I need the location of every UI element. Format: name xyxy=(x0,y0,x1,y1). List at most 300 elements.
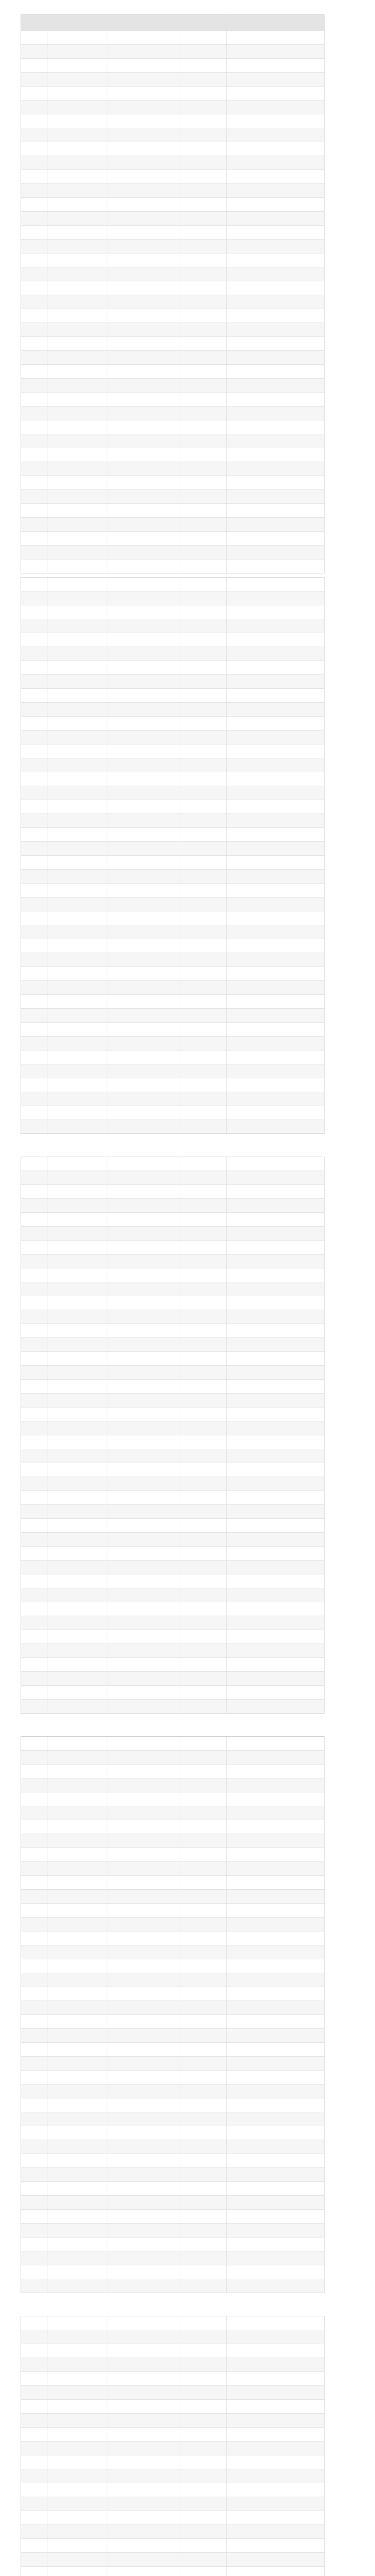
title-cell xyxy=(180,2553,226,2566)
name-cell xyxy=(108,2168,180,2181)
table-row xyxy=(21,2070,324,2084)
rating-cell xyxy=(226,1778,324,1792)
index-cell xyxy=(21,1904,47,1917)
table-row xyxy=(21,841,324,855)
rating-cell xyxy=(226,1737,324,1750)
rating-cell xyxy=(226,744,324,758)
table-row xyxy=(21,1171,324,1184)
name-cell xyxy=(108,2279,180,2293)
name-cell xyxy=(108,1876,180,1889)
index-cell xyxy=(21,1834,47,1848)
member-id-cell xyxy=(47,1890,108,1903)
rating-cell xyxy=(226,518,324,531)
rating-cell xyxy=(226,1848,324,1861)
index-cell xyxy=(21,939,47,953)
index-cell xyxy=(21,1561,47,1574)
table-row xyxy=(21,1268,324,1282)
rating-cell xyxy=(226,142,324,156)
table-row xyxy=(21,2344,324,2358)
member-id-cell xyxy=(47,323,108,336)
index-cell xyxy=(21,379,47,392)
table-row xyxy=(21,378,324,392)
title-cell xyxy=(180,1574,226,1588)
table-row xyxy=(21,30,324,44)
rating-cell xyxy=(226,647,324,660)
index-cell xyxy=(21,981,47,994)
name-cell xyxy=(108,1255,180,1268)
header-index xyxy=(21,15,47,30)
name-cell xyxy=(108,1737,180,1750)
member-id-cell xyxy=(47,1092,108,1106)
rating-cell xyxy=(226,2400,324,2413)
title-cell xyxy=(180,504,226,517)
table-row xyxy=(21,86,324,100)
index-cell xyxy=(21,2386,47,2399)
name-cell xyxy=(108,2316,180,2330)
title-cell xyxy=(180,2372,226,2385)
index-cell xyxy=(21,2265,47,2279)
name-cell xyxy=(108,2539,180,2552)
table-row xyxy=(21,1848,324,1861)
index-cell xyxy=(21,337,47,350)
name-cell xyxy=(108,772,180,786)
index-cell xyxy=(21,560,47,573)
member-id-cell xyxy=(47,1023,108,1036)
member-id-cell xyxy=(47,1973,108,1987)
member-id-cell xyxy=(47,2043,108,2056)
name-cell xyxy=(108,1862,180,1875)
rating-cell xyxy=(226,953,324,967)
table-row xyxy=(21,476,324,489)
member-id-cell xyxy=(47,2414,108,2427)
table-row xyxy=(21,1092,324,1106)
index-cell xyxy=(21,1890,47,1903)
title-cell xyxy=(180,2469,226,2483)
name-cell xyxy=(108,2238,180,2251)
name-cell xyxy=(108,605,180,619)
table-row xyxy=(21,2538,324,2552)
title-cell xyxy=(180,1931,226,1945)
title-cell xyxy=(180,1904,226,1917)
index-cell xyxy=(21,2029,47,2042)
table-row xyxy=(21,2316,324,2330)
title-cell xyxy=(180,1324,226,1337)
rating-cell xyxy=(226,2196,324,2209)
rating-cell xyxy=(226,1890,324,1903)
member-id-cell xyxy=(47,2316,108,2330)
table-row xyxy=(21,786,324,800)
name-cell xyxy=(108,240,180,253)
rating-cell xyxy=(226,1533,324,1546)
name-cell xyxy=(108,884,180,897)
member-id-cell xyxy=(47,1505,108,1518)
title-cell xyxy=(180,1064,226,1078)
title-cell xyxy=(180,420,226,434)
member-id-cell xyxy=(47,532,108,545)
title-cell xyxy=(180,114,226,128)
table-row xyxy=(21,911,324,925)
member-id-cell xyxy=(47,198,108,211)
name-cell xyxy=(108,1751,180,1764)
index-cell xyxy=(21,2071,47,2084)
table-row xyxy=(21,72,324,86)
index-cell xyxy=(21,1806,47,1820)
table-row xyxy=(21,2469,324,2483)
index-cell xyxy=(21,281,47,295)
name-cell xyxy=(108,1959,180,1973)
member-id-cell xyxy=(47,87,108,100)
table-row xyxy=(21,1212,324,1226)
rating-cell xyxy=(226,800,324,814)
index-cell xyxy=(21,1213,47,1226)
name-cell xyxy=(108,2400,180,2413)
rating-cell xyxy=(226,911,324,925)
member-id-cell xyxy=(47,744,108,758)
member-id-cell xyxy=(47,1765,108,1778)
member-id-cell xyxy=(47,2251,108,2265)
member-id-cell xyxy=(47,351,108,364)
name-cell xyxy=(108,2126,180,2140)
name-cell xyxy=(108,925,180,939)
rating-cell xyxy=(226,448,324,462)
index-cell xyxy=(21,267,47,281)
rating-cell xyxy=(226,1491,324,1504)
member-id-cell xyxy=(47,1157,108,1171)
rating-cell xyxy=(226,758,324,772)
name-cell xyxy=(108,267,180,281)
index-cell xyxy=(21,2210,47,2223)
name-cell xyxy=(108,2455,180,2469)
title-cell xyxy=(180,1023,226,1036)
member-id-cell xyxy=(47,578,108,591)
name-cell xyxy=(108,1890,180,1903)
table-row xyxy=(21,2167,324,2181)
index-cell xyxy=(21,100,47,114)
member-id-cell xyxy=(47,462,108,476)
title-cell xyxy=(180,633,226,647)
table-row xyxy=(21,2427,324,2441)
index-cell xyxy=(21,1092,47,1106)
title-cell xyxy=(180,2386,226,2399)
rating-cell xyxy=(226,1185,324,1198)
member-id-cell xyxy=(47,2140,108,2154)
rating-cell xyxy=(226,2553,324,2566)
table-row xyxy=(21,239,324,253)
title-cell xyxy=(180,1435,226,1449)
title-cell xyxy=(180,128,226,142)
rating-cell xyxy=(226,2098,324,2112)
member-id-cell xyxy=(47,1737,108,1750)
name-cell xyxy=(108,87,180,100)
name-cell xyxy=(108,1644,180,1657)
rating-cell xyxy=(226,1806,324,1820)
rating-cell xyxy=(226,170,324,183)
title-cell xyxy=(180,490,226,503)
index-cell xyxy=(21,786,47,800)
rating-cell xyxy=(226,128,324,142)
title-cell xyxy=(180,1185,226,1198)
name-cell xyxy=(108,1227,180,1240)
rating-cell xyxy=(226,1408,324,1421)
table-row xyxy=(21,1407,324,1421)
table-row xyxy=(21,1931,324,1945)
member-id-cell xyxy=(47,2330,108,2344)
table-row xyxy=(21,1671,324,1685)
title-cell xyxy=(180,2182,226,2195)
rating-cell xyxy=(226,1616,324,1630)
rating-cell xyxy=(226,1037,324,1050)
member-id-cell xyxy=(47,981,108,994)
rating-cell xyxy=(226,1700,324,1713)
name-cell xyxy=(108,1268,180,1282)
rating-cell xyxy=(226,2511,324,2524)
index-cell xyxy=(21,995,47,1008)
rating-cell xyxy=(226,2154,324,2167)
name-cell xyxy=(108,689,180,702)
index-cell xyxy=(21,925,47,939)
table-row xyxy=(21,1078,324,1092)
index-cell xyxy=(21,1078,47,1092)
title-cell xyxy=(180,2330,226,2344)
table-row xyxy=(21,633,324,647)
member-id-cell xyxy=(47,758,108,772)
name-cell xyxy=(108,2210,180,2223)
table-row xyxy=(21,2552,324,2566)
title-cell xyxy=(180,240,226,253)
rating-cell xyxy=(226,420,324,434)
name-cell xyxy=(108,1533,180,1546)
title-cell xyxy=(180,2279,226,2293)
rating-cell xyxy=(226,45,324,58)
rating-cell xyxy=(226,337,324,350)
rating-cell xyxy=(226,1421,324,1435)
title-cell xyxy=(180,45,226,58)
table-row xyxy=(21,2195,324,2209)
index-cell xyxy=(21,1987,47,2001)
name-cell xyxy=(108,1171,180,1184)
index-cell xyxy=(21,351,47,364)
table-row xyxy=(21,1518,324,1532)
title-cell xyxy=(180,1421,226,1435)
name-cell xyxy=(108,462,180,476)
title-cell xyxy=(180,1820,226,1834)
member-id-cell xyxy=(47,1037,108,1050)
table-row xyxy=(21,883,324,897)
rating-cell xyxy=(226,591,324,605)
table-row xyxy=(21,1532,324,1546)
member-id-cell xyxy=(47,337,108,350)
name-cell xyxy=(108,100,180,114)
table-row xyxy=(21,1959,324,1973)
title-cell xyxy=(180,786,226,800)
index-cell xyxy=(21,2358,47,2371)
table-row xyxy=(21,1022,324,1036)
table-row xyxy=(21,1560,324,1574)
rating-cell xyxy=(226,546,324,559)
name-cell xyxy=(108,2140,180,2154)
rating-cell xyxy=(226,490,324,503)
rating-cell xyxy=(226,1296,324,1310)
title-cell xyxy=(180,2414,226,2427)
index-cell xyxy=(21,2001,47,2014)
index-cell xyxy=(21,647,47,660)
rating-cell xyxy=(226,703,324,716)
member-id-cell xyxy=(47,1199,108,1212)
table-row xyxy=(21,591,324,605)
rating-cell xyxy=(226,2140,324,2154)
name-cell xyxy=(108,1672,180,1685)
table-row xyxy=(21,2483,324,2497)
table-row xyxy=(21,1240,324,1254)
title-cell xyxy=(180,2098,226,2112)
title-cell xyxy=(180,2057,226,2070)
member-id-cell xyxy=(47,2015,108,2028)
index-cell xyxy=(21,462,47,476)
member-id-cell xyxy=(47,1213,108,1226)
name-cell xyxy=(108,981,180,994)
member-id-cell xyxy=(47,1009,108,1022)
title-cell xyxy=(180,560,226,573)
name-cell xyxy=(108,1106,180,1120)
title-cell xyxy=(180,1491,226,1504)
table-row xyxy=(21,1254,324,1268)
member-id-cell xyxy=(47,2455,108,2469)
rating-cell xyxy=(226,1602,324,1616)
rating-cell xyxy=(226,731,324,744)
table-row xyxy=(21,517,324,531)
rating-cell xyxy=(226,619,324,633)
member-id-cell xyxy=(47,142,108,156)
title-cell xyxy=(180,1751,226,1764)
rating-cell xyxy=(226,2238,324,2251)
table-row xyxy=(21,2098,324,2112)
member-id-cell xyxy=(47,1778,108,1792)
table-row xyxy=(21,44,324,58)
index-cell xyxy=(21,1199,47,1212)
table-row xyxy=(21,114,324,128)
rating-cell xyxy=(226,1394,324,1407)
member-id-cell xyxy=(47,1491,108,1504)
member-id-cell xyxy=(47,1561,108,1574)
name-cell xyxy=(108,1778,180,1792)
table-row xyxy=(21,1778,324,1792)
title-cell xyxy=(180,1848,226,1861)
name-cell xyxy=(108,1366,180,1379)
table-row xyxy=(21,1987,324,2001)
table-row xyxy=(21,1351,324,1365)
rating-cell xyxy=(226,1120,324,1133)
title-cell xyxy=(180,842,226,855)
member-id-cell xyxy=(47,1588,108,1602)
table-row xyxy=(21,897,324,911)
name-cell xyxy=(108,828,180,841)
rating-cell xyxy=(226,1078,324,1092)
index-cell xyxy=(21,1477,47,1490)
name-cell xyxy=(108,1380,180,1393)
member-id-cell xyxy=(47,856,108,869)
name-cell xyxy=(108,1050,180,1064)
name-cell xyxy=(108,1547,180,1560)
rating-cell xyxy=(226,1213,324,1226)
index-cell xyxy=(21,591,47,605)
member-id-cell xyxy=(47,59,108,72)
rating-cell xyxy=(226,1449,324,1463)
member-id-cell xyxy=(47,1672,108,1685)
rating-cell xyxy=(226,2525,324,2538)
index-cell xyxy=(21,295,47,309)
title-cell xyxy=(180,1227,226,1240)
table-block-3 xyxy=(21,1157,325,1714)
name-cell xyxy=(108,379,180,392)
title-cell xyxy=(180,2525,226,2538)
name-cell xyxy=(108,2483,180,2497)
name-cell xyxy=(108,406,180,420)
rating-cell xyxy=(226,2126,324,2140)
index-cell xyxy=(21,911,47,925)
index-cell xyxy=(21,1876,47,1889)
member-id-cell xyxy=(47,2084,108,2098)
index-cell xyxy=(21,420,47,434)
rating-cell xyxy=(226,59,324,72)
member-id-cell xyxy=(47,2483,108,2497)
member-id-cell xyxy=(47,114,108,128)
table-row xyxy=(21,2237,324,2251)
index-cell xyxy=(21,1282,47,1296)
title-cell xyxy=(180,1120,226,1133)
rating-cell xyxy=(226,1987,324,2001)
name-cell xyxy=(108,578,180,591)
table-row xyxy=(21,58,324,72)
name-cell xyxy=(108,1213,180,1226)
member-id-cell xyxy=(47,870,108,883)
index-cell xyxy=(21,2372,47,2385)
title-cell xyxy=(180,2196,226,2209)
name-cell xyxy=(108,170,180,183)
index-cell xyxy=(21,406,47,420)
title-cell xyxy=(180,1672,226,1685)
index-cell xyxy=(21,619,47,633)
member-id-cell xyxy=(47,591,108,605)
title-cell xyxy=(180,689,226,702)
name-cell xyxy=(108,212,180,225)
member-id-cell xyxy=(47,1547,108,1560)
name-cell xyxy=(108,1120,180,1133)
table-row xyxy=(21,211,324,225)
rating-cell xyxy=(226,212,324,225)
table-block-1 xyxy=(21,14,325,573)
title-cell xyxy=(180,1477,226,1490)
name-cell xyxy=(108,156,180,170)
title-cell xyxy=(180,1973,226,1987)
index-cell xyxy=(21,87,47,100)
name-cell xyxy=(108,2511,180,2524)
title-cell xyxy=(180,800,226,814)
member-id-cell xyxy=(47,1120,108,1133)
title-cell xyxy=(180,1644,226,1657)
table-row xyxy=(21,1184,324,1198)
rating-cell xyxy=(226,633,324,647)
index-cell xyxy=(21,1778,47,1792)
index-cell xyxy=(21,1931,47,1945)
name-cell xyxy=(108,2029,180,2042)
member-id-cell xyxy=(47,406,108,420)
table-row xyxy=(21,128,324,142)
table-row xyxy=(21,758,324,772)
rating-cell xyxy=(226,240,324,253)
rating-cell xyxy=(226,1380,324,1393)
table-row xyxy=(21,730,324,744)
rating-cell xyxy=(226,1561,324,1574)
